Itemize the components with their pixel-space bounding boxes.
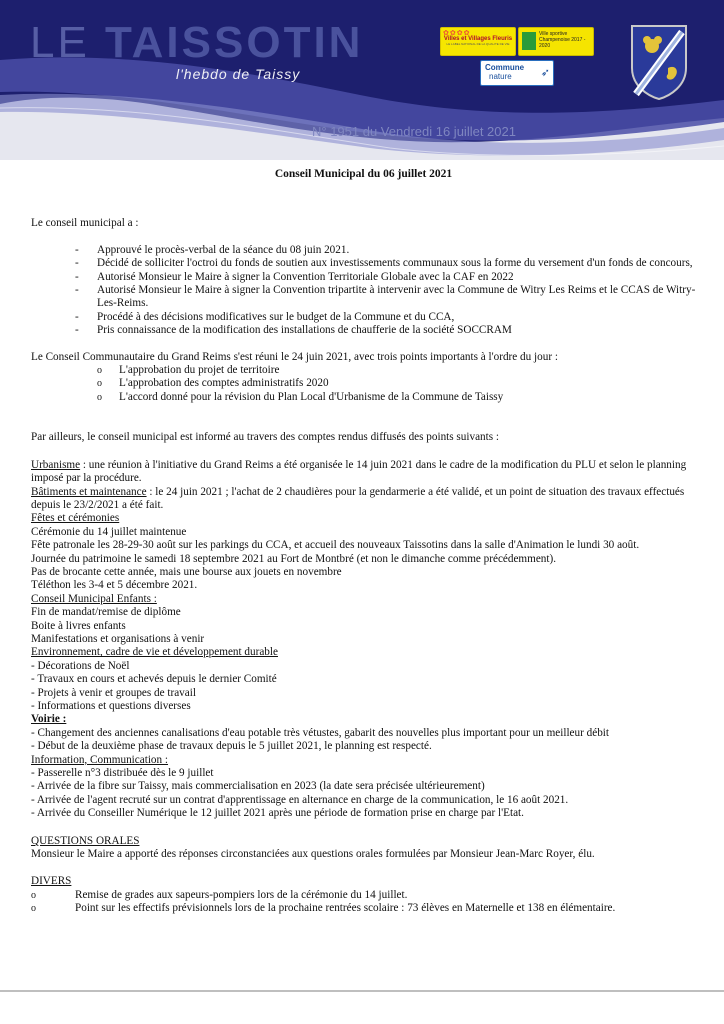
list-item: - Procédé à des décisions modificatives sur le budget de la Commune et du CCA, [31, 311, 696, 324]
list-item: - Projets à venir et groupes de travail [31, 686, 196, 699]
list-item: o L'accord donné pour la révision du Plan Local d'Urbanisme de la Commune de Taissy [31, 391, 696, 404]
list-item: Cérémonie du 14 juillet maintenue [31, 525, 187, 538]
list-item: Boite à livres enfants [31, 619, 126, 632]
list-item: - Décidé de solliciter l'octroi du fonds de soutien aux investissements communaux sous la forme du versement d'un fonds de concours, [31, 257, 696, 270]
section-label: Urbanisme [31, 458, 81, 471]
taissy-coat-of-arms-icon [630, 24, 688, 100]
grand-reims-intro: Le Conseil Communautaire du Grand Reims s'est réuni le 24 juin 2021, avec trois points importants à l'ordre du jour : [31, 350, 558, 363]
commune-nature-logo: Commune nature ➶ [480, 60, 554, 86]
list-item: - Arrivée de l'agent recruté sur un contrat d'apprentissage en alternance en charge de la communication, le 16 août 2021. [31, 793, 569, 806]
bird-icon: ➶ [540, 67, 550, 79]
sport-figure-icon [522, 32, 536, 50]
section-label: Fêtes et cérémonies [31, 512, 120, 525]
list-item: Fête patronale les 28-29-30 août sur les parkings du CCA, et accueil des nouveaux Taissotins dans la salle d'Animation le lundi 30 août. [31, 539, 640, 552]
section-label: Bâtiments et maintenance [31, 485, 147, 498]
page-title: Conseil Municipal du 06 juillet 2021 [274, 168, 453, 180]
questions-orales-text: Monsieur le Maire a apporté des réponses circonstanciées aux questions orales formulées par Monsieur Jean-Marc Royer, élu. [31, 848, 595, 861]
grand-reims-points [31, 364, 696, 404]
list-item: - Pris connaissance de la modification des installations de chaufferie de la société SOCCRAM [31, 324, 696, 337]
section-label: Conseil Municipal Enfants : [31, 592, 157, 605]
list-item: - Travaux en cours et achevés depuis le dernier Comité [31, 673, 277, 686]
section-label: Voirie : [31, 713, 67, 726]
newsletter-brand: LE TAISSOTIN [30, 18, 364, 67]
council-report [31, 168, 696, 916]
list-item: - Informations et questions diverses [31, 700, 191, 712]
ville-sportive-logo: Ville sportive Champenoise 2017 - 2020 [518, 27, 594, 56]
list-item: Téléthon les 3-4 et 5 décembre 2021. [31, 579, 198, 592]
section-label: Information, Communication : [31, 753, 169, 766]
intro-text: Le conseil municipal a : [31, 217, 139, 230]
list-item: - Autorisé Monsieur le Maire à signer la Convention tripartite à intervenir avec la Commune de Witry Les Reims et le CCAS de Witry-Les-Reims. [31, 284, 696, 311]
section-label: Environnement, cadre de vie et développement durable [31, 646, 278, 659]
list-item: o Point sur les effectifs prévisionnels lors de la prochaine rentrées scolaire : 73 élèves en Maternelle et 138 en élémentaire. [31, 902, 696, 915]
villes-villages-fleuris-logo: ✿✿✿✿ Villes et Villages Fleuris LE LABEL NATIONAL DE LA QUALITE DE VIE [440, 27, 516, 56]
decisions-list [31, 244, 696, 338]
list-item: - Début de la deuxième phase de travaux depuis le 5 juillet 2021, le planning est respecté. [31, 740, 432, 753]
section-label: DIVERS [31, 875, 72, 888]
batiments-paragraph: Bâtiments et maintenance : le 24 juin 2021 ; l'achat de 2 chaudières pour la gendarmerie a été validé, et un point de situation des travaux effectués depuis le 23/2/2021 a été fait. [31, 485, 685, 511]
issue-number: N° 1951 du Vendredi 16 juillet 2021 [312, 124, 516, 139]
list-item: Manifestations et organisations à venir [31, 632, 205, 645]
par-ailleurs-text: Par ailleurs, le conseil municipal est informé au travers des comptes rendus diffusés des points suivants : [31, 431, 500, 444]
list-item: - Autorisé Monsieur le Maire à signer la Convention Territoriale Globale avec la CAF en 2022 [31, 271, 696, 284]
footer-divider [0, 990, 724, 992]
newsletter-header [0, 0, 724, 160]
list-item: o L'approbation des comptes administratifs 2020 [31, 377, 696, 390]
section-label: QUESTIONS ORALES [31, 834, 140, 847]
list-item: Journée du patrimoine le samedi 18 septembre 2021 au Fort de Montbré (et non le dimanche comme précédemment). [31, 552, 557, 565]
list-item: - Changement des anciennes canalisations d'eau potable très vétustes, gabarit des nouvelles plus important pour un meilleur débit [31, 726, 610, 739]
list-item: - Arrivée du Conseiller Numérique le 12 juillet 2021 après une période de formation prise en charge par l'Etat. [31, 807, 524, 820]
list-item: o Remise de grades aux sapeurs-pompiers lors de la cérémonie du 14 juillet. [31, 889, 696, 902]
list-item: - Approuvé le procès-verbal de la séance du 08 juin 2021. [31, 244, 696, 257]
list-item: - Arrivée de la fibre sur Taissy, mais commercialisation en 2023 (la date sera précisée ultérieurement) [31, 780, 485, 793]
list-item: Fin de mandat/remise de diplôme [31, 606, 181, 619]
urbanisme-paragraph: Urbanisme : une réunion à l'initiative du Grand Reims a été organisée le 14 juin 2021 dans le cadre de la modification du PLU et selon le planning imposé par la procédure. [31, 458, 687, 485]
newsletter-tagline: l'hebdo de Taissy [176, 66, 301, 82]
committee-reports [31, 459, 696, 821]
divers-list [31, 889, 696, 916]
list-item: o L'approbation du projet de territoire [31, 364, 696, 377]
flower-icon: ✿✿✿✿ [443, 30, 471, 37]
list-item: - Passerelle n°3 distribuée dès le 9 juillet [31, 767, 214, 780]
list-item: - Décorations de Noël [31, 659, 130, 672]
list-item: Pas de brocante cette année, mais une bourse aux jouets en novembre [31, 565, 342, 578]
